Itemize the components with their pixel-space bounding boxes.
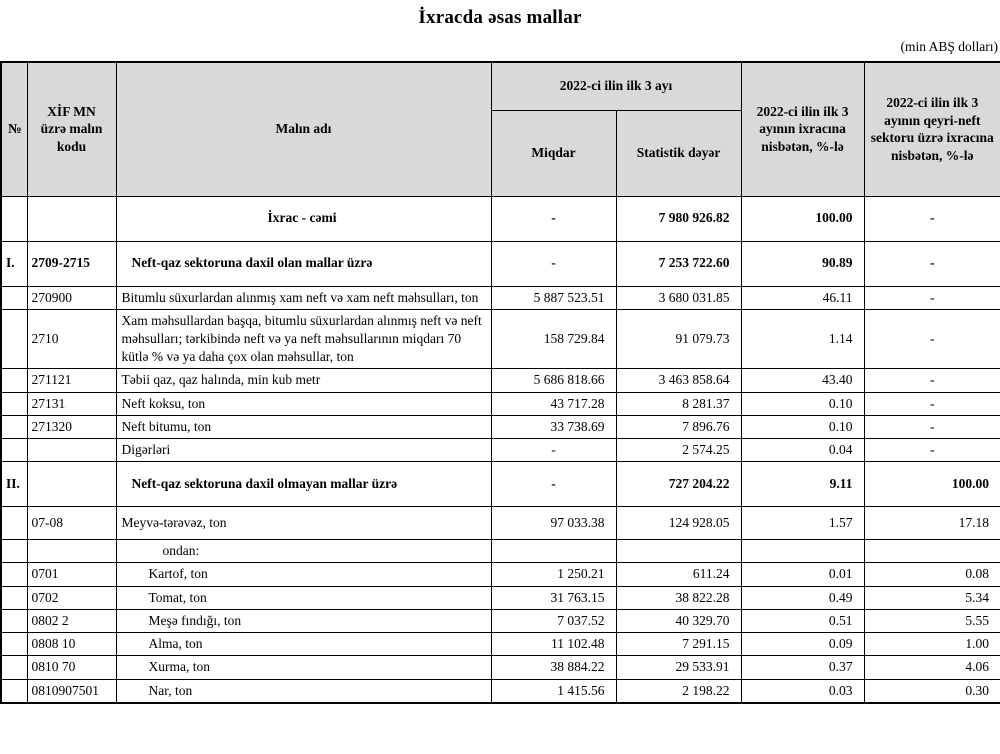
name-cell: İxrac - cəmi xyxy=(116,196,491,241)
pct-nonoil-cell: - xyxy=(864,241,1000,286)
table-row xyxy=(1,241,1000,286)
name-cell: Meşə fındığı, ton xyxy=(116,609,491,632)
pct-nonoil-cell xyxy=(864,540,1000,563)
header-row-top xyxy=(1,62,1000,110)
code-cell: 07-08 xyxy=(27,507,116,540)
table-row xyxy=(1,586,1000,609)
pct-nonoil-cell: 0.30 xyxy=(864,679,1000,703)
pct-nonoil-cell: 17.18 xyxy=(864,507,1000,540)
col-header-quantity: Miqdar xyxy=(491,110,616,196)
name-cell: Neft koksu, ton xyxy=(116,392,491,415)
quantity-cell: - xyxy=(491,439,616,462)
code-cell: 271121 xyxy=(27,369,116,392)
table-row xyxy=(1,309,1000,369)
table-body xyxy=(1,196,1000,703)
quantity-cell: 38 884.22 xyxy=(491,656,616,679)
table-row xyxy=(1,633,1000,656)
code-cell: 2709-2715 xyxy=(27,241,116,286)
name-cell: Kartof, ton xyxy=(116,563,491,586)
col-header-period-group: 2022-ci ilin ilk 3 ayı xyxy=(491,62,741,110)
row-no-cell xyxy=(1,369,27,392)
page-title: İxracda əsas mallar xyxy=(418,7,582,28)
pct-export-cell: 0.51 xyxy=(741,609,864,632)
col-header-no: № xyxy=(1,62,27,196)
code-cell: 27131 xyxy=(27,392,116,415)
stat-value-cell: 7 980 926.82 xyxy=(616,196,741,241)
quantity-cell: 11 102.48 xyxy=(491,633,616,656)
pct-export-cell xyxy=(741,540,864,563)
table-row xyxy=(1,563,1000,586)
row-no-cell xyxy=(1,656,27,679)
table-row xyxy=(1,540,1000,563)
row-no-cell xyxy=(1,609,27,632)
pct-nonoil-cell: - xyxy=(864,392,1000,415)
code-cell: 0701 xyxy=(27,563,116,586)
name-cell: ondan: xyxy=(116,540,491,563)
stat-value-cell: 2 198.22 xyxy=(616,679,741,703)
pct-nonoil-cell: 100.00 xyxy=(864,462,1000,507)
table-row xyxy=(1,656,1000,679)
table-row xyxy=(1,507,1000,540)
pct-nonoil-cell: - xyxy=(864,415,1000,438)
name-cell: Bitumlu süxurlardan alınmış xam neft və xam neft məhsulları, ton xyxy=(116,286,491,309)
quantity-cell: - xyxy=(491,462,616,507)
col-header-pct-nonoil: 2022-ci ilin ilk 3 ayının qeyri-neft sektoru üzrə ixracına nisbətən, %-lə xyxy=(864,62,1000,196)
pct-export-cell: 0.10 xyxy=(741,415,864,438)
pct-export-cell: 0.10 xyxy=(741,392,864,415)
name-cell: Meyvə-tərəvəz, ton xyxy=(116,507,491,540)
pct-nonoil-cell: - xyxy=(864,196,1000,241)
row-no-cell xyxy=(1,633,27,656)
table-row xyxy=(1,196,1000,241)
code-cell: 2710 xyxy=(27,309,116,369)
pct-export-cell: 100.00 xyxy=(741,196,864,241)
pct-export-cell: 0.09 xyxy=(741,633,864,656)
pct-nonoil-cell: 4.06 xyxy=(864,656,1000,679)
code-cell: 270900 xyxy=(27,286,116,309)
row-no-cell xyxy=(1,415,27,438)
row-no-cell xyxy=(1,392,27,415)
stat-value-cell: 3 680 031.85 xyxy=(616,286,741,309)
quantity-cell: 1 250.21 xyxy=(491,563,616,586)
pct-export-cell: 0.37 xyxy=(741,656,864,679)
table-row xyxy=(1,392,1000,415)
code-cell: 271320 xyxy=(27,415,116,438)
stat-value-cell: 124 928.05 xyxy=(616,507,741,540)
pct-export-cell: 1.14 xyxy=(741,309,864,369)
pct-nonoil-cell: - xyxy=(864,286,1000,309)
row-no-cell xyxy=(1,196,27,241)
row-no-cell: II. xyxy=(1,462,27,507)
pct-nonoil-cell: - xyxy=(864,369,1000,392)
stat-value-cell: 40 329.70 xyxy=(616,609,741,632)
row-no-cell xyxy=(1,286,27,309)
code-cell: 0702 xyxy=(27,586,116,609)
table-row xyxy=(1,439,1000,462)
col-header-stat-value: Statistik dəyər xyxy=(616,110,741,196)
pct-nonoil-cell: 1.00 xyxy=(864,633,1000,656)
pct-export-cell: 0.01 xyxy=(741,563,864,586)
name-cell: Nar, ton xyxy=(116,679,491,703)
stat-value-cell: 2 574.25 xyxy=(616,439,741,462)
stat-value-cell: 91 079.73 xyxy=(616,309,741,369)
stat-value-cell: 727 204.22 xyxy=(616,462,741,507)
pct-export-cell: 1.57 xyxy=(741,507,864,540)
stat-value-cell: 3 463 858.64 xyxy=(616,369,741,392)
name-cell: Tomat, ton xyxy=(116,586,491,609)
unit-note: (min ABŞ dolları) xyxy=(900,39,998,54)
pct-export-cell: 43.40 xyxy=(741,369,864,392)
quantity-cell: - xyxy=(491,241,616,286)
stat-value-cell: 7 896.76 xyxy=(616,415,741,438)
pct-nonoil-cell: 5.55 xyxy=(864,609,1000,632)
stat-value-cell xyxy=(616,540,741,563)
name-cell: Neft-qaz sektoruna daxil olan mallar üzrə xyxy=(116,241,491,286)
table-row xyxy=(1,679,1000,703)
stat-value-cell: 8 281.37 xyxy=(616,392,741,415)
quantity-cell: 43 717.28 xyxy=(491,392,616,415)
code-cell xyxy=(27,462,116,507)
stat-value-cell: 7 253 722.60 xyxy=(616,241,741,286)
col-header-code: XİF MN üzrə malın kodu xyxy=(27,62,116,196)
code-cell xyxy=(27,540,116,563)
quantity-cell: 158 729.84 xyxy=(491,309,616,369)
row-no-cell xyxy=(1,586,27,609)
table-row xyxy=(1,369,1000,392)
name-cell: Neft bitumu, ton xyxy=(116,415,491,438)
pct-nonoil-cell: 5.34 xyxy=(864,586,1000,609)
pct-nonoil-cell: - xyxy=(864,439,1000,462)
table-row xyxy=(1,286,1000,309)
row-no-cell: I. xyxy=(1,241,27,286)
quantity-cell: - xyxy=(491,196,616,241)
quantity-cell: 5 887 523.51 xyxy=(491,286,616,309)
quantity-cell xyxy=(491,540,616,563)
col-header-pct-export: 2022-ci ilin ilk 3 ayının ixracına nisbətən, %-lə xyxy=(741,62,864,196)
row-no-cell xyxy=(1,563,27,586)
code-cell xyxy=(27,439,116,462)
stat-value-cell: 29 533.91 xyxy=(616,656,741,679)
quantity-cell: 97 033.38 xyxy=(491,507,616,540)
code-cell: 0810 70 xyxy=(27,656,116,679)
exports-table xyxy=(0,61,1000,704)
quantity-cell: 7 037.52 xyxy=(491,609,616,632)
quantity-cell: 5 686 818.66 xyxy=(491,369,616,392)
code-cell: 0802 2 xyxy=(27,609,116,632)
pct-export-cell: 90.89 xyxy=(741,241,864,286)
code-cell xyxy=(27,196,116,241)
table-row xyxy=(1,415,1000,438)
pct-export-cell: 0.04 xyxy=(741,439,864,462)
pct-export-cell: 0.49 xyxy=(741,586,864,609)
name-cell: Alma, ton xyxy=(116,633,491,656)
table-row xyxy=(1,609,1000,632)
name-cell: Neft-qaz sektoruna daxil olmayan mallar üzrə xyxy=(116,462,491,507)
quantity-cell: 1 415.56 xyxy=(491,679,616,703)
row-no-cell xyxy=(1,309,27,369)
table-header xyxy=(1,62,1000,196)
stat-value-cell: 611.24 xyxy=(616,563,741,586)
name-cell: Təbii qaz, qaz halında, min kub metr xyxy=(116,369,491,392)
code-cell: 0810907501 xyxy=(27,679,116,703)
code-cell: 0808 10 xyxy=(27,633,116,656)
pct-nonoil-cell: - xyxy=(864,309,1000,369)
row-no-cell xyxy=(1,679,27,703)
pct-export-cell: 46.11 xyxy=(741,286,864,309)
col-header-name: Malın adı xyxy=(116,62,491,196)
row-no-cell xyxy=(1,439,27,462)
row-no-cell xyxy=(1,540,27,563)
quantity-cell: 31 763.15 xyxy=(491,586,616,609)
row-no-cell xyxy=(1,507,27,540)
name-cell: Digərləri xyxy=(116,439,491,462)
quantity-cell: 33 738.69 xyxy=(491,415,616,438)
table-row xyxy=(1,462,1000,507)
name-cell: Xurma, ton xyxy=(116,656,491,679)
pct-export-cell: 0.03 xyxy=(741,679,864,703)
pct-nonoil-cell: 0.08 xyxy=(864,563,1000,586)
pct-export-cell: 9.11 xyxy=(741,462,864,507)
stat-value-cell: 38 822.28 xyxy=(616,586,741,609)
name-cell: Xam məhsullardan başqa, bitumlu süxurlardan alınmış neft və neft məhsulları; tərkibində neft və ya neft məhsullarının miqdarı 70 kütlə % və ya daha çox olan məhsullar, ton xyxy=(116,309,491,369)
stat-value-cell: 7 291.15 xyxy=(616,633,741,656)
